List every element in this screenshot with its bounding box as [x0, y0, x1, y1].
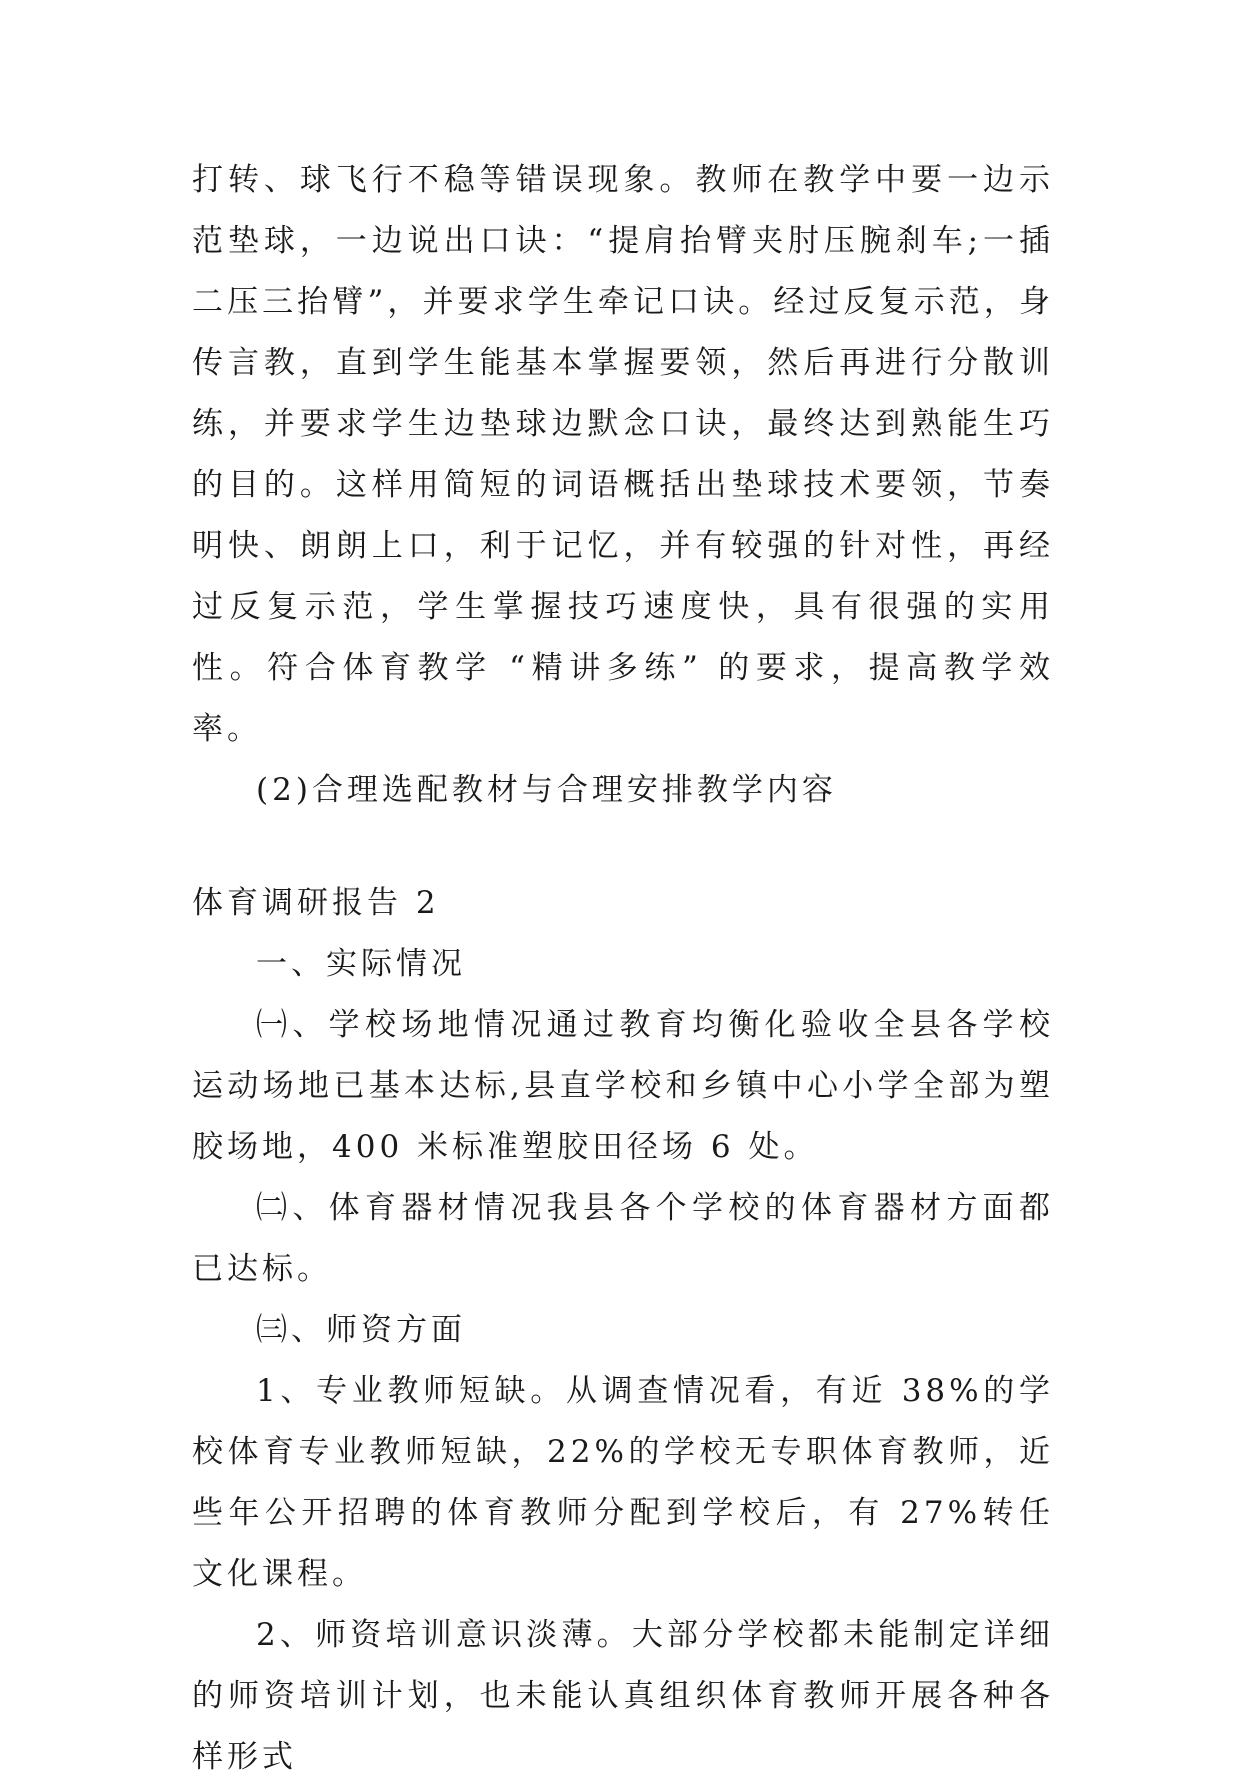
section-heading: 一、实际情况 [256, 946, 466, 982]
paragraph-teachers-heading: ㈢、师资方面 [256, 1312, 466, 1348]
paragraph-teacher-shortage: 1、专业教师短缺。从调查情况看，有近 38%的学校体育专业教师短缺，22%的学校无专职体育教师，近些年公开招聘的体育教师分配到学校后，有 27%转任文化课程。 [192, 1373, 1054, 1592]
report-title: 体育调研报告 2 [192, 885, 440, 921]
paragraph-volleyball-teaching: 打转、球飞行不稳等错误现象。教师在教学中要一边示范垫球，一边说出口诀：“提肩抬臂夹肘压腕刹车;一插二压三抬臂”，并要求学生牵记口诀。经过反复示范，身传言教，直到学生能基本掌握要领，然后再进行分散训练，并要求学生边垫球边默念口诀，最终达到熟能生巧的目的。这样用简短的词语概括出垫球技术要领，节奏明快、朗朗上口，利于记忆，并有较强的针对性，再经过反复示范，学生掌握技巧速度快，具有很强的实用性。符合体育教学 “精讲多练” 的要求，提高教学效率。 [192, 162, 1054, 747]
paragraph-sports-equipment: ㈡、体育器材情况我县各个学校的体育器材方面都已达标。 [192, 1190, 1054, 1287]
paragraph-teaching-materials: (2)合理选配教材与合理安排教学内容 [256, 772, 837, 808]
document-page [192, 150, 1054, 1788]
paragraph-teacher-training: 2、师资培训意识淡薄。大部分学校都未能制定详细的师资培训计划，也未能认真组织体育教师开展各种各样形式 [192, 1617, 1054, 1775]
paragraph-school-venues: ㈠、学校场地情况通过教育均衡化验收全县各学校运动场地已基本达标,县直学校和乡镇中心小学全部为塑胶场地，400 米标准塑胶田径场 6 处。 [192, 1007, 1054, 1165]
